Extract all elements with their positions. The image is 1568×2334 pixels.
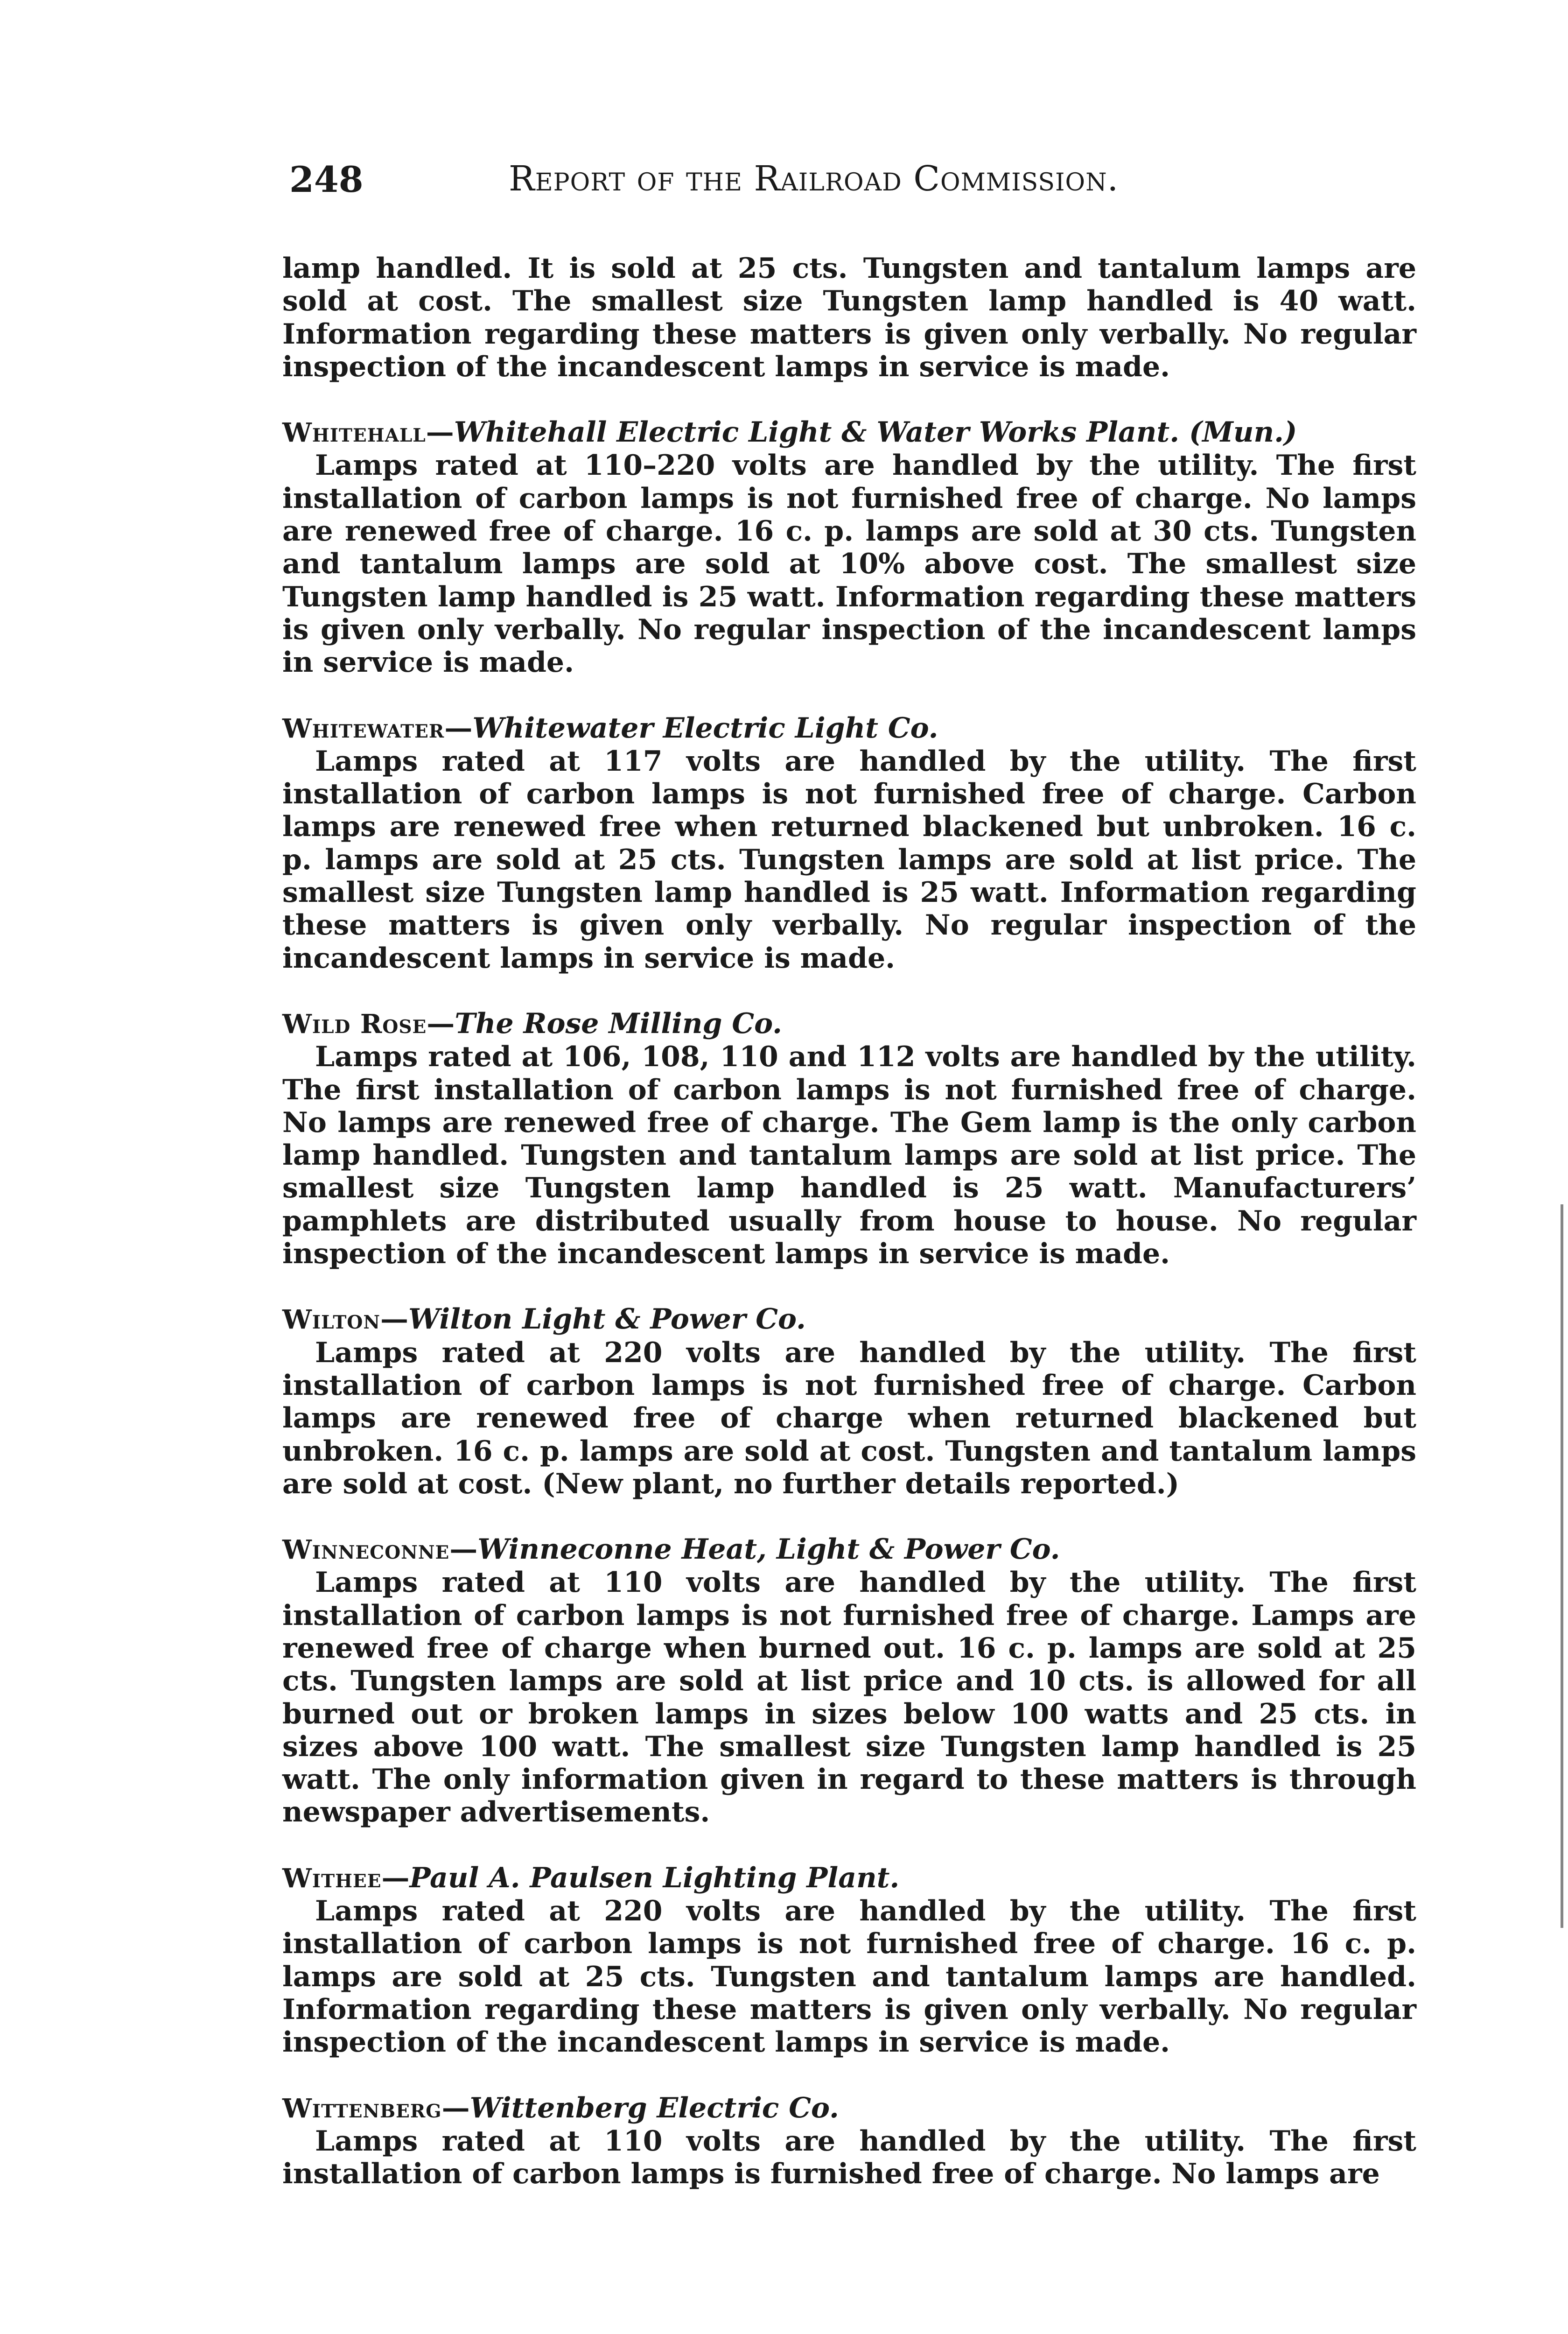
- entry-wild-rose: [282, 1007, 1416, 1270]
- utility-name: Whitehall Electric Light & Water Works Plant. (Mun.): [454, 416, 1297, 449]
- town-name: Wittenberg: [282, 2093, 442, 2124]
- entry-body: Lamps rated at 106, 108, 110 and 112 volts are handled by the utility. The first installation of carbon lamps is not furnished free of charge. No lamps are renewed free of charge. The Gem lamp is the only carbon lamp handled. Tungsten and tantalum lamps are sold at list price. The smallest size Tungsten lamp handled is 25 watt. Manufacturers’ pamphlets are distributed usually from house to house. No regular inspection of the incandescent lamps in service is made.: [282, 1040, 1416, 1271]
- entry-heading: Wittenberg—Wittenberg Electric Co.: [282, 2091, 839, 2124]
- town-name: Whitehall: [282, 417, 426, 449]
- entry-wilton: [282, 1303, 1416, 1500]
- entry-whitehall: [282, 416, 1416, 679]
- entry-body: Lamps rated at 117 volts are handled by the utility. The first installation of carbon lamps is not furnished free of charge. Carbon lamps are renewed free when returned blackened but unbroken. 16 c. p. lamps are sold at 25 cts. Tungsten lamps are sold at list price. The smallest size Tungsten lamp handled is 25 watt. Information regarding these matters is given only verbally. No regular inspection of the incandescent lamps in service is made.: [282, 745, 1416, 975]
- entry-whitewater: [282, 712, 1416, 975]
- entry-heading: Wilton—Wilton Light & Power Co.: [282, 1303, 806, 1336]
- entry-wittenberg: [282, 2092, 1416, 2191]
- page-content: [282, 252, 1416, 2190]
- running-title: Report of the Railroad Commission.: [509, 159, 1119, 199]
- entry-body: Lamps rated at 110–220 volts are handled by the utility. The first installation of carbon lamps is not furnished free of charge. No lamps are renewed free of charge. 16 c. p. lamps are sold at 30 cts. Tungsten and tantalum lamps are sold at 10% above cost. The smallest size Tungsten lamp handled is 25 watt. Information regarding these matters is given only verbally. No regular inspection of the incandescent lamps in service is made.: [282, 449, 1416, 679]
- entry-heading: Wild Rose—The Rose Milling Co.: [282, 1007, 782, 1040]
- entry-heading: Whitehall—Whitehall Electric Light & Water Works Plant. (Mun.): [282, 416, 1297, 449]
- entry-body: Lamps rated at 220 volts are handled by the utility. The first installation of carbon lamps is not furnished free of charge. Carbon lamps are renewed free of charge when returned blackened but unbroken. 16 c. p. lamps are sold at cost. Tungsten and tantalum lamps are sold at cost. (New plant, no further details reported.): [282, 1336, 1416, 1500]
- town-name: Winneconne: [282, 1534, 450, 1566]
- entry-heading: Whitewater—Whitewater Electric Light Co.: [282, 711, 938, 745]
- entry-body: Lamps rated at 220 volts are handled by the utility. The first installation of carbon lamps is not furnished free of charge. 16 c. p. lamps are sold at 25 cts. Tungsten and tantalum lamps are handled. Information regarding these matters is given only verbally. No regular inspection of the incandescent lamps in service is made.: [282, 1895, 1416, 2059]
- utility-name: Paul A. Paulsen Lighting Plant.: [409, 1861, 900, 1894]
- utility-name: The Rose Milling Co.: [455, 1007, 782, 1040]
- town-name: Withee: [282, 1863, 382, 1894]
- entry-body: Lamps rated at 110 volts are handled by the utility. The first installation of carbon lamps is not furnished free of charge. Lamps are renewed free of charge when burned out. 16 c. p. lamps are sold at 25 cts. Tungsten lamps are sold at list price and 10 cts. is allowed for all burned out or broken lamps in sizes below 100 watts and 25 cts. in sizes above 100 watt. The smallest size Tungsten lamp handled is 25 watt. The only information given in regard to these matters is through newspaper advertisements.: [282, 1566, 1416, 1829]
- utility-name: Whitewater Electric Light Co.: [472, 711, 938, 745]
- entry-winneconne: [282, 1533, 1416, 1829]
- town-name: Wild Rose: [282, 1008, 427, 1040]
- utility-name: Winneconne Heat, Light & Power Co.: [477, 1533, 1060, 1566]
- continued-paragraph: lamp handled. It is sold at 25 cts. Tungsten and tantalum lamps are sold at cost. The smallest size Tungsten lamp handled is 40 watt. Information regarding these matters is given only verbally. No regular inspection of the incandescent lamps in service is made.: [282, 252, 1416, 383]
- entry-body: Lamps rated at 110 volts are handled by the utility. The first installation of carbon lamps is furnished free of charge. No lamps are: [282, 2124, 1416, 2191]
- page-edge-mark: [1547, 1204, 1563, 1928]
- page-header: [289, 159, 1419, 210]
- town-name: Whitewater: [282, 713, 445, 744]
- entry-withee: [282, 1862, 1416, 2059]
- town-name: Wilton: [282, 1304, 381, 1336]
- entry-heading: Withee—Paul A. Paulsen Lighting Plant.: [282, 1861, 900, 1894]
- entry-heading: Winneconne—Winneconne Heat, Light & Power Co.: [282, 1533, 1060, 1566]
- page-number: 248: [289, 159, 364, 200]
- utility-name: Wilton Light & Power Co.: [408, 1303, 806, 1336]
- utility-name: Wittenberg Electric Co.: [469, 2091, 839, 2124]
